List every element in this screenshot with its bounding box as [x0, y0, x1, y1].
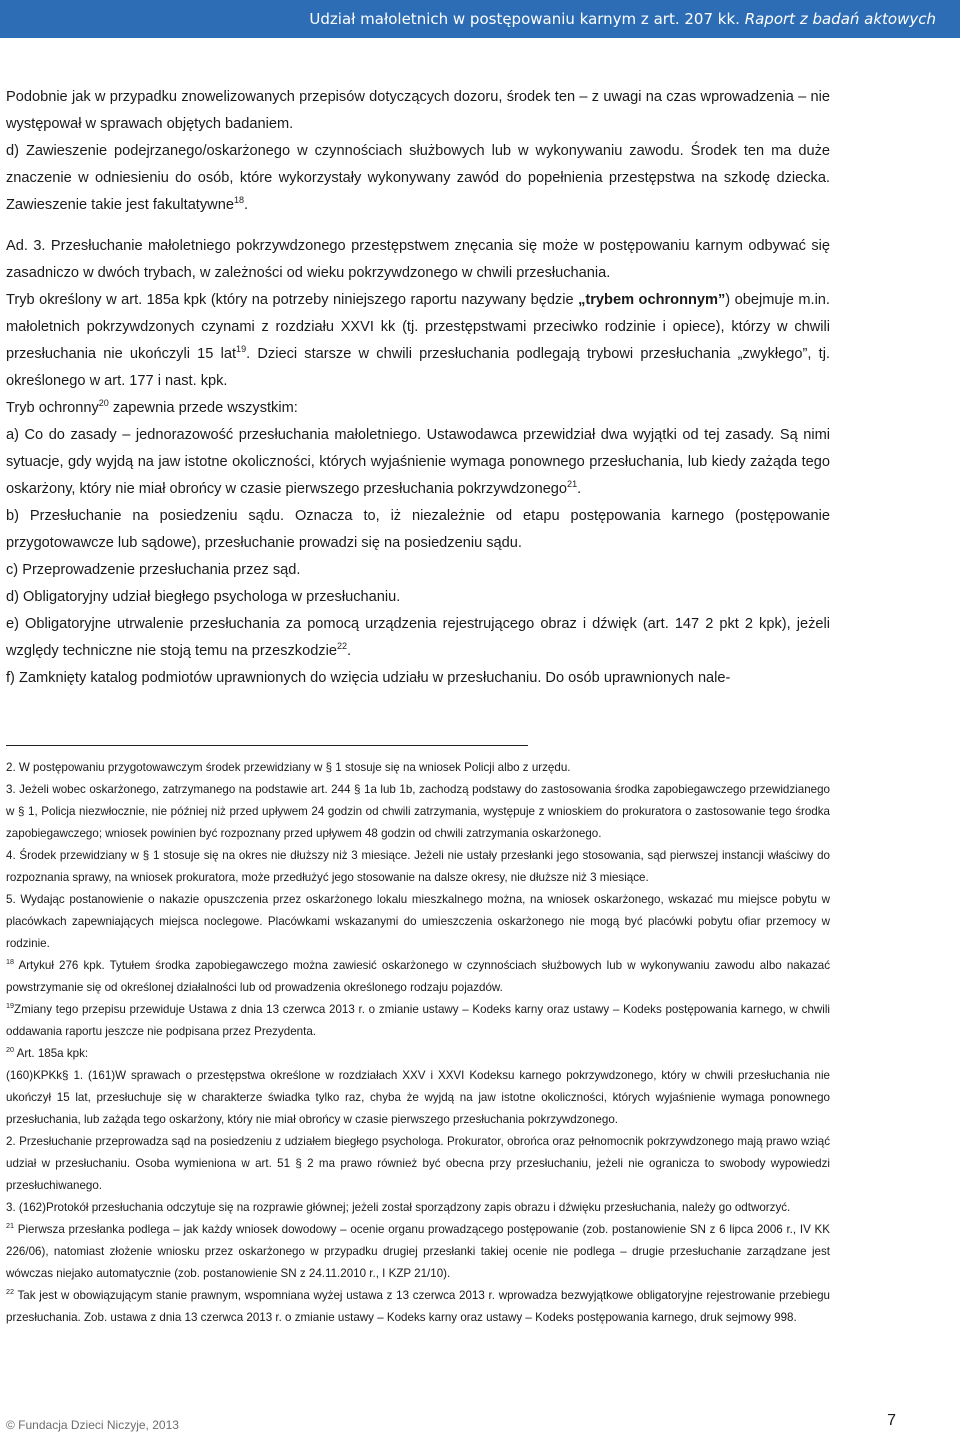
running-header — [0, 0, 960, 38]
paragraph: Podobnie jak w przypadku znowelizowanych przepisów dotyczących dozoru, środek ten – z uwagi na czas wprowadzenia – nie występował w sprawach objętych badaniem. — [6, 89, 830, 132]
footnote: $^{19}$Zmiany tego przepisu przewiduje Ustawa z dnia 13 czerwca 2013 r. o zmianie ustawy – Kodeks karny oraz ustawy – Kodeks postępowania karnego, w chwili oddawania raportu jeszcze nie podpisana przez Prezydenta. — [6, 1001, 830, 1038]
footnote-ref: 20 — [98, 398, 109, 409]
footnote-ref: 19 — [236, 344, 247, 355]
paragraph-text: d) Zawieszenie podejrzanego/oskarżonego w czynnościach służbowych lub w wykonywaniu zawodu. Środek ten ma duże znaczenie w odniesieniu do osób, które wykorzystały wykonywany zawód do popełnienia przestępstwa na szkodę dziecka. Zawieszenie takie jest fakultatywne — [6, 143, 830, 213]
footnote: 2. W postępowaniu przygotowawczym środek przewidziany w § 1 stosuje się na wniosek Policji albo z urzędu. — [6, 761, 571, 774]
footnote: 3. Jeżeli wobec oskarżonego, zatrzymanego na podstawie art. 244 § 1a lub 1b, zachodzą podstawy do zastosowania środka zapobiegawczego przewidzianego w § 1, Policja niezwłocznie, nie później niż przed upływem 24 godzin od chwili zatrzymania, występuje z wnioskiem do prokuratora o zastosowanie tego środka zapobiegawczego; wniosek powinien być rozpoznany przed upływem 48 godzin od chwili zatrzymania oskarżonego. — [6, 783, 830, 840]
footnote-ref: 21 — [567, 479, 578, 490]
footnotes — [6, 757, 830, 1329]
header-subtitle: Raport z badań aktowych — [744, 10, 936, 28]
page-number: 7 — [887, 1412, 896, 1429]
copyright: © Fundacja Dzieci Niczyje, 2013 — [6, 1418, 179, 1432]
main-text — [6, 84, 830, 692]
list-item: c) Przeprowadzenie przesłuchania przez sąd. — [6, 562, 301, 578]
footnote-ref: 22 — [336, 641, 348, 652]
footnote: 3. (162)Protokół przesłuchania odczytuje się na rozprawie głównej; jeżeli został sporządzony zapis obrazu i dźwięku przesłuchania, należy go odtworzyć. — [6, 1201, 791, 1214]
list-item: d) Obligatoryjny udział biegłego psychologa w przesłuchaniu. — [6, 589, 401, 605]
list-item: a) Co do zasady – jednorazowość przesłuchania małoletniego. Ustawodawca przewidział dwa wyjątki od tej zasady. Są nimi sytuacje, gdy wyjdą na jaw istotne okoliczności, których wyjaśnienie wymaga ponownego przesłuchania, lub kiedy zażąda tego oskarżony, który nie miał obrońcy w czasie pierwszego przesłuchania pokrzywdzonego$^{21}$. — [6, 427, 830, 497]
footnote-separator — [6, 745, 528, 746]
paragraph: Ad. 3. Przesłuchanie małoletniego pokrzywdzonego przestępstwem znęcania się może w postępowaniu karnym odbywać się zasadniczo w dwóch trybach, w zależności od wieku pokrzywdzonego w chwili przesłuchania. — [6, 238, 830, 281]
footnote: $^{21}$ Pierwsza przesłanka podlega – jak każdy wniosek dowodowy – ocenie organu prowadzącego postępowanie (zob. postanowienie SN z 6 lipca 2006 r., IV KK 226/06), natomiast złożenie wniosku przez oskarżonego w przypadku drugiej przesłanki takiej ocenie nie podlega – drugie przesłuchanie zarządzane jest wówczas niejako automatycznie (zob. postanowienie SN z 24.11.2010 r., I KZP 21/10). — [6, 1221, 830, 1280]
footnote-ref: 18 — [233, 195, 245, 206]
list-item: e) Obligatoryjne utrwalenie przesłuchania za pomocą urządzenia rejestrującego obraz i dźwięk (art. 147 2 pkt 2 kpk), jeżeli względy techniczne nie stoją temu na przeszkodzie$^{22}$. — [6, 616, 830, 659]
footnote: (160)KPKk§ 1. (161)W sprawach o przestępstwa określone w rozdziałach XXV i XXVI Kodeksu karnego pokrzywdzonego, który w chwili przesłuchania nie ukończył 15 lat, przesłuchuje się w charakterze świadka tylko raz, chyba że wyjdą na jaw istotne okoliczności, których wyjaśnienie wymaga ponownego przesłuchania, lub zażąda tego oskarżony, który nie miał obrońcy w czasie pierwszego przesłuchania pokrzywdzonego. — [6, 1069, 830, 1126]
paragraph: Tryb określony w art. 185a kpk (który na potrzeby niniejszego raportu nazywany będzie „trybem ochronnym”) obejmuje m.in. małoletnich pokrzywdzonych czynami z rozdziału XXVI kk (tj. przestępstwami przeciwko rodzinie i opiece), którzy w chwili przesłuchania nie ukończyli 15 lat$^{19}$. Dzieci starsze w chwili przesłuchania podlegają trybowi przesłuchania „zwykłego”, tj. określonego w art. 177 i nast. kpk. — [6, 292, 830, 389]
page-footer — [6, 1412, 896, 1434]
list-item: f) Zamknięty katalog podmiotów uprawnionych do wzięcia udziału w przesłuchaniu. Do osób uprawnionych nale- — [6, 670, 731, 686]
bold-term: „trybem ochronnym” — [578, 292, 726, 308]
footnote: $^{22}$ Tak jest w obowiązującym stanie prawnym, wspomniana wyżej ustawa z 13 czerwca 2013 r. wprowadza bezwyjątkowe obligatoryjne rejestrowanie przebiegu przesłuchania. Zob. ustawa z dnia 13 czerwca 2013 r. o zmianie ustawy – Kodeks karny oraz ustawy – Kodeks postępowania karnego, druk sejmowy 998. — [6, 1287, 830, 1324]
footnote: 4. Środek przewidziany w § 1 stosuje się na okres nie dłuższy niż 3 miesiące. Jeżeli nie ustały przesłanki jego stosowania, sąd pierwszej instancji właściwy do rozpoznania sprawy, na wniosek prokuratora, może przedłużyć jego stosowanie na dalsze okresy, nie dłuższe niż 3 miesiące. — [6, 849, 830, 884]
header-title: Udział małoletnich w postępowaniu karnym z art. 207 kk. — [309, 10, 740, 28]
list-item: b) Przesłuchanie na posiedzeniu sądu. Oznacza to, iż niezależnie od etapu postępowania karnego (postępowanie przygotowawcze lub sądowe), przesłuchanie prowadzi się na posiedzeniu sądu. — [6, 508, 830, 551]
paragraph: d) Zawieszenie podejrzanego/oskarżonego w czynnościach służbowych lub w wykonywaniu zawodu. Środek ten ma duże znaczenie w odniesieniu do osób, które wykorzystały wykonywany zawód do popełnienia przestępstwa na szkodę dziecka. Zawieszenie takie jest fakultatywne$^{18}$. — [6, 143, 830, 213]
footnote: 5. Wydając postanowienie o nakazie opuszczenia przez oskarżonego lokalu mieszkalnego można, na wniosek oskarżonego, wskazać mu miejsce pobytu w placówkach zapewniających miejsca noclegowe. Placówkami wskazanymi do umieszczenia oskarżonego nie mogą być placówki pobytu ofiar przemocy w rodzinie. — [6, 893, 830, 950]
paragraph: Tryb ochronny$^{20}$ zapewnia przede wszystkim: — [6, 398, 298, 416]
footnote: $^{20}$ Art. 185a kpk: — [6, 1045, 89, 1060]
footnote: $^{18}$ Artykuł 276 kpk. Tytułem środka zapobiegawczego można zawiesić oskarżonego w czynnościach służbowych lub w wykonywaniu zawodu albo nakazać powstrzymanie się od określonej działalności lub od prowadzenia określonego rodzaju pojazdów. — [6, 957, 830, 994]
footnote: 2. Przesłuchanie przeprowadza sąd na posiedzeniu z udziałem biegłego psychologa. Prokurator, obrońca oraz pełnomocnik pokrzywdzonego mają prawo wziąć udział w przesłuchaniu. Osoba wymieniona w art. 51 § 2 ma prawo również być obecna przy przesłuchaniu, jeżeli nie ogranicza to swobody wypowiedzi przesłuchiwanego. — [6, 1135, 830, 1192]
